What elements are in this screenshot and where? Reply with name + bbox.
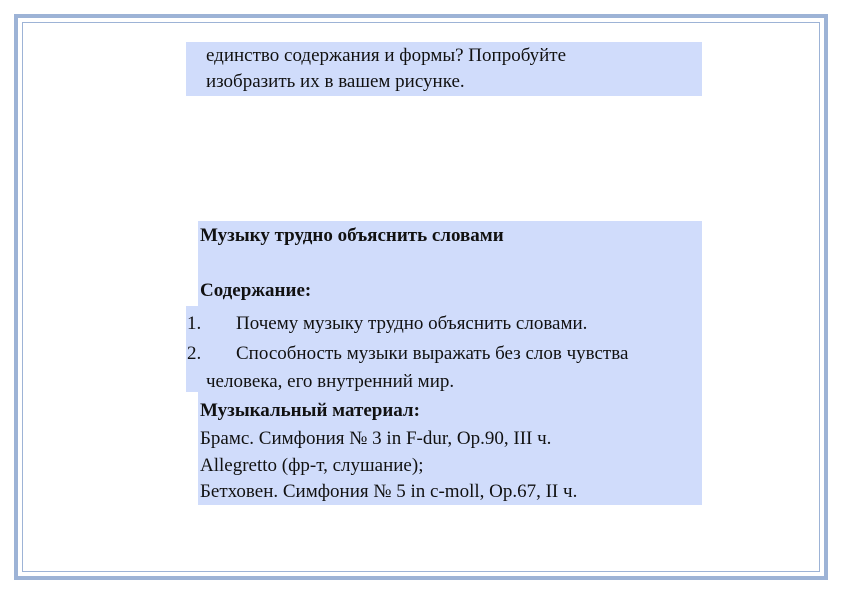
top-text-line-2: изобразить их в вашем рисунке.: [206, 71, 465, 92]
lesson-title: Музыку трудно объяснить словами: [200, 225, 504, 246]
material-line-1: Брамс. Симфония № 3 in F-dur, Op.90, III ч.: [200, 428, 552, 449]
material-line-2: Allegretto (фр-т, слушание);: [200, 455, 424, 476]
material-line-3: Бетховен. Симфония № 5 in c-moll, Op.67, II ч.: [200, 481, 578, 502]
list-item-number-1: 1.: [187, 313, 202, 334]
top-text-line-1: единство содержания и формы? Попробуйте: [206, 45, 567, 66]
list-item-number-2: 2.: [187, 343, 202, 364]
list-item-text-2-continued: человека, его внутренний мир.: [206, 371, 455, 392]
list-item-text-1: Почему музыку трудно объяснить словами.: [236, 313, 588, 334]
content-heading: Содержание:: [200, 280, 312, 301]
list-item-text-2: Способность музыки выражать без слов чувства: [236, 343, 629, 364]
material-heading: Музыкальный материал:: [200, 400, 420, 421]
